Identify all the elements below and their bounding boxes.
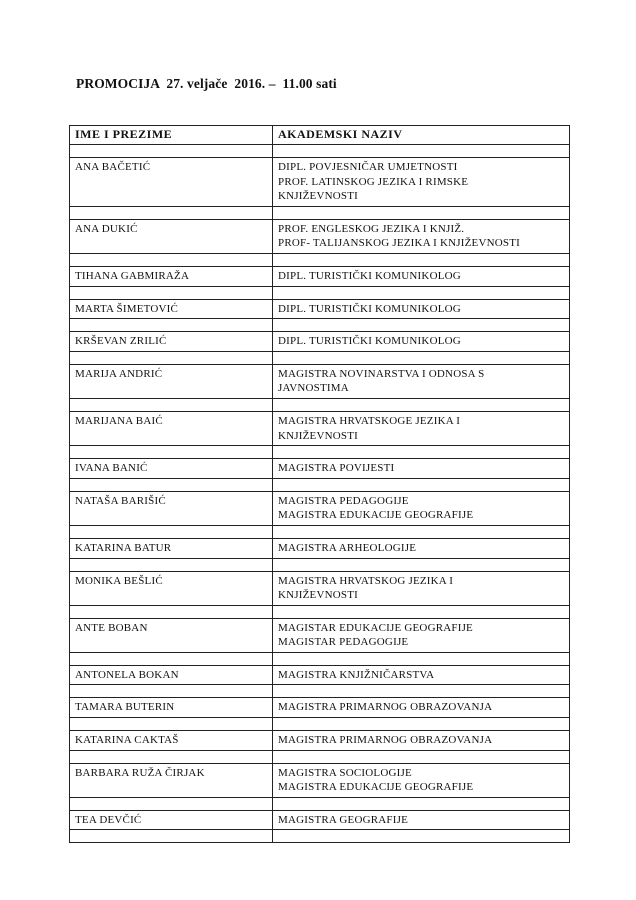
academic-title-line: PROF- TALIJANSKOG JEZIKA I KNJIŽEVNOSTI [278,237,520,250]
academic-title-line: MAGISTRA SOCIOLOGIJE [278,766,412,779]
empty-cell [273,830,570,843]
academic-title-line: MAGISTRA PEDAGOGIJE [278,494,409,507]
spacer-row [70,319,570,332]
academic-title-cell [273,618,570,652]
graduate-name: KATARINA BATUR [70,538,273,558]
table-row [70,364,570,398]
empty-cell [273,286,570,299]
empty-cell [273,446,570,459]
table-row [70,810,570,830]
document-title: PROMOCIJA 27. veljače 2016. – 11.00 sati [76,76,337,91]
academic-title-line: MAGISTAR PEDAGOGIJE [278,636,409,649]
graduate-name: ANTE BOBAN [70,618,273,652]
spacer-row [70,478,570,491]
empty-cell [273,351,570,364]
table-row [70,618,570,652]
empty-cell [273,525,570,538]
empty-cell [70,685,273,698]
empty-cell [273,478,570,491]
academic-title-cell [273,538,570,558]
empty-cell [273,253,570,266]
spacer-row [70,398,570,411]
graduate-name: ANA BAČETIĆ [70,158,273,207]
empty-cell [273,398,570,411]
academic-title-line: MAGISTRA HRVATSKOGE JEZIKA I [278,414,461,427]
spacer-row [70,750,570,763]
table-row [70,665,570,685]
graduate-name: MARIJA ANDRIĆ [70,364,273,398]
graduate-name: MARIJANA BAIĆ [70,411,273,445]
header-name: IME I PREZIME [70,126,273,145]
table-row [70,491,570,525]
academic-title-cell [273,299,570,319]
academic-title-cell [273,266,570,286]
academic-title-line: KNJIŽEVNOSTI [278,589,359,602]
empty-cell [70,718,273,731]
graduate-name: ANTONELA BOKAN [70,665,273,685]
empty-cell [70,797,273,810]
empty-cell [70,558,273,571]
table-row [70,411,570,445]
academic-title-line: JAVNOSTIMA [278,382,349,395]
graduate-name: KATARINA CAKTAŠ [70,731,273,751]
academic-title-cell [273,698,570,718]
spacer-row [70,206,570,219]
table-row [70,731,570,751]
spacer-row [70,286,570,299]
empty-cell [273,605,570,618]
empty-cell [273,750,570,763]
empty-cell [70,830,273,843]
empty-cell [273,685,570,698]
graduates-table [69,125,570,843]
academic-title-cell [273,158,570,207]
empty-cell [70,253,273,266]
spacer-row [70,652,570,665]
academic-title-line: MAGISTRA KNJIŽNIČARSTVA [278,668,435,681]
graduate-name: BARBARA RUŽA ČIRJAK [70,763,273,797]
table-row [70,266,570,286]
academic-title-line: PROF. LATINSKOG JEZIKA I RIMSKE [278,175,469,188]
graduate-name: ANA DUKIĆ [70,219,273,253]
academic-title-line: MAGISTRA ARHEOLOGIJE [278,541,417,554]
graduate-name: KRŠEVAN ZRILIĆ [70,332,273,352]
table-row [70,538,570,558]
academic-title-line: MAGISTRA GEOGRAFIJE [278,813,409,826]
table-row [70,698,570,718]
academic-title-cell [273,763,570,797]
graduate-name: TEA DEVČIĆ [70,810,273,830]
table-row [70,332,570,352]
academic-title-line: MAGISTRA PRIMARNOG OBRAZOVANJA [278,701,493,714]
empty-cell [70,206,273,219]
empty-cell [70,286,273,299]
graduate-name: IVANA BANIĆ [70,459,273,479]
academic-title-line: MAGISTRA EDUKACIJE GEOGRAFIJE [278,781,474,794]
table-row [70,299,570,319]
table-row [70,571,570,605]
spacer-row [70,145,570,158]
graduate-name: TAMARA BUTERIN [70,698,273,718]
empty-cell [70,750,273,763]
academic-title-line: PROF. ENGLESKOG JEZIKA I KNJIŽ. [278,222,465,235]
empty-cell [70,478,273,491]
empty-cell [273,145,570,158]
empty-cell [273,319,570,332]
empty-cell [70,319,273,332]
header-academic-title: AKADEMSKI NAZIV [273,126,570,145]
empty-cell [70,652,273,665]
graduate-name: MONIKA BEŠLIĆ [70,571,273,605]
academic-title-line: MAGISTRA POVIJESTI [278,462,395,475]
academic-title-cell [273,491,570,525]
empty-cell [273,797,570,810]
empty-cell [70,446,273,459]
academic-title-cell [273,411,570,445]
graduate-name: NATAŠA BARIŠIĆ [70,491,273,525]
empty-cell [273,558,570,571]
academic-title-line: MAGISTAR EDUKACIJE GEOGRAFIJE [278,621,473,634]
spacer-row [70,605,570,618]
empty-cell [70,351,273,364]
academic-title-line: DIPL. POVJESNIČAR UMJETNOSTI [278,161,458,173]
academic-title-line: DIPL. TURISTIČKI KOMUNIKOLOG [278,302,461,315]
academic-title-line: KNJIŽEVNOSTI [278,190,359,203]
academic-title-line: MAGISTRA NOVINARSTVA I ODNOSA S [278,367,485,380]
academic-title-cell [273,459,570,479]
spacer-row [70,446,570,459]
empty-cell [70,525,273,538]
table-row [70,459,570,479]
academic-title-cell [273,571,570,605]
academic-title-line: MAGISTRA HRVATSKOG JEZIKA I [278,574,454,587]
academic-title-cell [273,731,570,751]
spacer-row [70,685,570,698]
empty-cell [273,652,570,665]
academic-title-line: MAGISTRA PRIMARNOG OBRAZOVANJA [278,734,493,747]
spacer-row [70,253,570,266]
academic-title-cell [273,332,570,352]
empty-cell [70,398,273,411]
spacer-row [70,718,570,731]
empty-cell [70,605,273,618]
academic-title-line: MAGISTRA EDUKACIJE GEOGRAFIJE [278,509,474,522]
table-row [70,158,570,207]
academic-title-line: DIPL. TURISTIČKI KOMUNIKOLOG [278,269,461,282]
empty-cell [70,145,273,158]
academic-title-cell [273,810,570,830]
academic-title-cell [273,364,570,398]
spacer-row [70,351,570,364]
graduate-name: TIHANA GABMIRAŽA [70,266,273,286]
spacer-row [70,525,570,538]
table-row [70,219,570,253]
empty-cell [273,206,570,219]
academic-title-line: DIPL. TURISTIČKI KOMUNIKOLOG [278,335,461,348]
table-header-row [70,126,570,145]
graduate-name: MARTA ŠIMETOVIĆ [70,299,273,319]
empty-cell [273,718,570,731]
table-row [70,763,570,797]
table-body [70,145,570,843]
spacer-row [70,558,570,571]
spacer-row [70,797,570,810]
academic-title-cell [273,219,570,253]
academic-title-cell [273,665,570,685]
academic-title-line: KNJIŽEVNOSTI [278,429,359,442]
spacer-row [70,830,570,843]
